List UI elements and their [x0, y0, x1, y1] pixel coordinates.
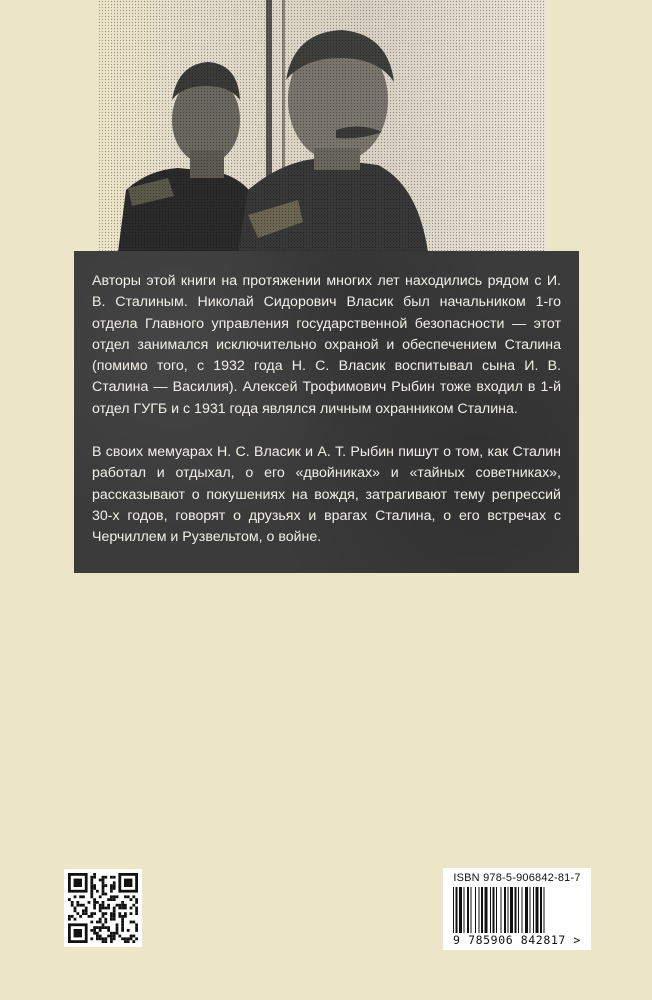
- barcode-icon: [447, 887, 587, 933]
- annotation-paragraph-1: Авторы этой книги на протяжении многих лет находились рядом с И. В. Сталиным. Николай Сидорович Власик был начальником 1-го отдела Главного управления государственной безопасности — этот отдел занимался исключительно охраной и обеспечением Сталина (помимо того, с 1932 года Н. С. Власик воспитывал сына И. В. Сталина — Василия). Алексей Трофимович Рыбин тоже входил в 1-й отдел ГУГБ и с 1931 года являлся личным охранником Сталина.: [92, 273, 561, 417]
- qr-code-icon: [64, 869, 142, 947]
- annotation-panel: [74, 251, 579, 573]
- annotation-paragraph-2: В своих мемуарах Н. С. Власик и А. Т. Рыбин пишут о том, как Сталин работал и отдыхал, о его «двойниках» и «тайных советниках», рассказывают о покушениях на вождя, затрагивают тему репрессий 30-х годов, говорят о друзьях и врагах Сталина, о его встречах с Черчиллем и Рузвельтом, о войне.: [92, 444, 561, 546]
- barcode-digits: 9 785906 842817 >: [453, 933, 581, 947]
- cover-photo: [98, 0, 546, 252]
- isbn-barcode: [443, 868, 591, 950]
- archival-photo-icon: [98, 0, 546, 252]
- isbn-label: ISBN 978-5-906842-81-7: [453, 872, 581, 884]
- qr-code: [64, 869, 142, 947]
